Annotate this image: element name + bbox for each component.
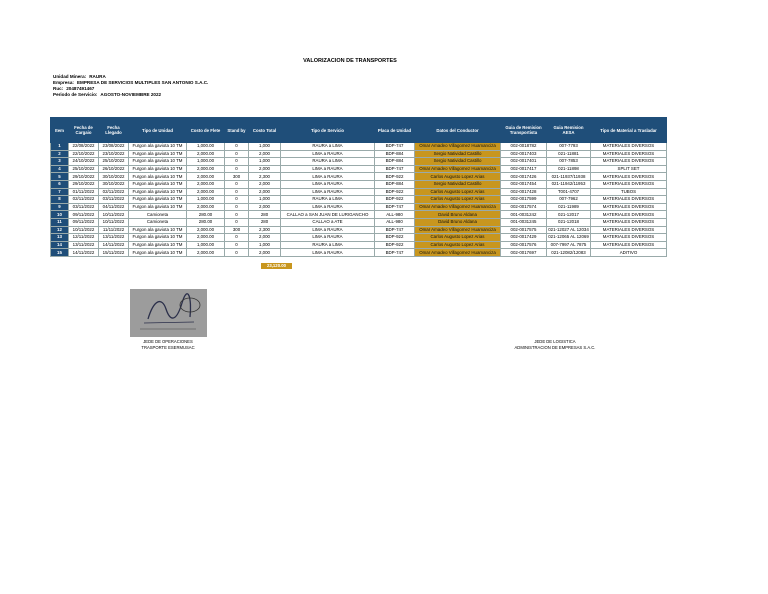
cell-stand-by: 0	[225, 158, 249, 166]
periodo-value: AGOSTO-NOVIEMBRE 2022	[100, 92, 162, 97]
empresa-label: Empresa:	[53, 80, 74, 85]
cell-costo-flete: 1,000.00	[187, 143, 225, 151]
cell-guia-transportista: 002-0018782	[501, 143, 547, 151]
cell-guia-aesa: 021-12027 AL 12034	[548, 226, 589, 232]
cell-fecha-llegado: 30/10/2022	[99, 173, 129, 181]
col-fecha-cargaio: Fecha de Cargaio	[69, 118, 99, 143]
signature-left-line1: JEDE DE OPERACIONES	[143, 339, 193, 344]
cell-material: MATERIALES DIVERSOS	[591, 218, 667, 226]
cell-costo-flete: 2,000.00	[187, 226, 225, 234]
cell-costo-total: 2,000	[249, 234, 281, 242]
table-row	[51, 188, 667, 196]
cell-conductor: Omar Amadeo Villagomez Huamanciza	[415, 143, 501, 151]
cell-conductor: David Bruno Aldana	[415, 218, 501, 226]
cell-costo-total: 1,000	[249, 196, 281, 204]
col-tipo-unidad: Tipo de Unidad	[129, 118, 187, 143]
cell-placa: BDP-922	[375, 196, 415, 204]
cell-material: MATERIALES DIVERSOS	[591, 203, 667, 211]
cell-tipo-unidad: Furgon ala gaviota 10 TM	[129, 158, 187, 166]
cell-costo-total: 2,000	[249, 180, 281, 188]
cell-fecha-llegado: 10/11/2022	[99, 218, 129, 226]
cell-material: MATERIALES DIVERSOS	[591, 143, 667, 151]
table-row	[51, 196, 667, 204]
cell-guia-transportista: 002-0017575	[501, 226, 547, 234]
cell-material: MATERIALES DIVERSOS	[591, 211, 667, 219]
cell-guia-aesa: 007-7793	[547, 143, 591, 151]
col-tipo-servicio: Tipo de Servicio	[281, 118, 375, 143]
cell-fecha-llegado: 23/08/2022	[99, 143, 129, 151]
cell-costo-flete: 2,000.00	[187, 180, 225, 188]
table-row	[51, 158, 667, 166]
cell-item: 12	[51, 226, 69, 234]
ruc-label: Ruc:	[53, 86, 64, 91]
cell-stand-by: 300	[225, 173, 249, 181]
transport-table	[50, 117, 667, 257]
signature-right-line2: ADMINISTRACION DE EMPRESAS S.A.C.	[514, 344, 596, 350]
cell-conductor: Carlos Augusto Lopez Arias	[415, 196, 501, 204]
cell-placa: BDP-922	[375, 234, 415, 242]
cell-stand-by: 300	[225, 226, 249, 234]
cell-fecha-llegado: 10/11/2022	[99, 211, 129, 219]
cell-placa: BDP-747	[375, 249, 415, 257]
cell-tipo-unidad: Furgon ala gaviota 10 TM	[129, 165, 187, 173]
cell-fecha-llegado: 13/11/2022	[99, 234, 129, 242]
col-placa: Placa de Unidad	[375, 118, 415, 143]
cell-guia-aesa: 021-12017	[547, 211, 591, 219]
cell-conductor: Omar Amadeo Villagomez Huamanciza	[415, 165, 501, 173]
cell-item: 13	[51, 234, 69, 242]
cell-placa: BDP-884	[375, 150, 415, 158]
cell-guia-transportista: 002-0017576	[501, 241, 547, 249]
cell-stand-by: 0	[225, 196, 249, 204]
cell-item: 14	[51, 241, 69, 249]
cell-costo-flete: 280.00	[187, 211, 225, 219]
cell-stand-by: 0	[225, 241, 249, 249]
cell-fecha-cargaio: 22/08/2022	[69, 143, 99, 151]
cell-item: 11	[51, 218, 69, 226]
cell-guia-aesa: 007-7853	[547, 158, 591, 166]
cell-conductor: Omar Amadeo Villagomez Huamanciza	[415, 226, 501, 234]
cell-fecha-cargaio: 22/10/2022	[69, 150, 99, 158]
cell-guia-aesa: 021-12082/12083	[547, 249, 591, 257]
col-material: Tipo de Material a Trasladar	[591, 118, 667, 143]
cell-costo-flete: 2,000.00	[187, 165, 225, 173]
cell-guia-transportista: 001-0031242	[501, 211, 547, 219]
cell-conductor: Carlos Augusto Lopez Arias	[415, 241, 501, 249]
cell-fecha-llegado: 15/11/2022	[99, 249, 129, 257]
cell-tipo-servicio: LIMA a RAURA	[281, 173, 375, 181]
table-row	[51, 249, 667, 257]
cell-tipo-servicio: RAURA a LIMA	[281, 143, 375, 151]
cell-costo-total: 2,000	[249, 188, 281, 196]
grand-total: 23,120.00	[261, 263, 292, 269]
cell-material: MATERIALES DIVERSOS	[591, 234, 667, 242]
cell-item: 10	[51, 211, 69, 219]
cell-placa: BDP-884	[375, 158, 415, 166]
col-stand-by: Stand by	[225, 118, 249, 143]
cell-material: MATERIALES DIVERSOS	[591, 180, 667, 188]
table-row	[51, 218, 667, 226]
cell-tipo-servicio: LIMA a RAURA	[281, 188, 375, 196]
cell-guia-aesa: 007-7997 AL 7875	[547, 241, 591, 249]
cell-item: 8	[51, 196, 69, 204]
unidad-label: Unidad Minera:	[53, 74, 87, 79]
cell-conductor: Omar Amadeo Villagomez Huamanciza	[415, 203, 501, 211]
cell-stand-by: 0	[225, 249, 249, 257]
col-guia-aesa: Guia Remision AESA	[547, 118, 591, 143]
table-row	[51, 234, 667, 242]
cell-tipo-unidad: Camioneta	[129, 218, 187, 226]
cell-item: 1	[51, 143, 69, 151]
cell-tipo-servicio: LIMA a RAURA	[281, 203, 375, 211]
cell-fecha-llegado: 30/10/2022	[99, 180, 129, 188]
cell-costo-total: 1,000	[249, 143, 281, 151]
cell-guia-aesa: 021-11942/11953	[547, 180, 591, 188]
cell-costo-flete: 280.00	[187, 218, 225, 226]
cell-tipo-unidad: Furgon ala gaviota 10 TM	[129, 173, 187, 181]
cell-guia-transportista: 002-0017429	[501, 234, 547, 242]
cell-tipo-unidad: Furgon ala gaviota 10 TM	[129, 249, 187, 257]
cell-conductor: Sergio Natividad Castillo	[415, 180, 501, 188]
cell-stand-by: 0	[225, 211, 249, 219]
cell-costo-total: 2,000	[249, 249, 281, 257]
cell-guia-transportista: 002-0017697	[501, 249, 547, 257]
cell-guia-aesa: 021-11898	[547, 165, 591, 173]
cell-stand-by: 0	[225, 165, 249, 173]
cell-fecha-cargaio: 09/11/2022	[69, 218, 99, 226]
cell-stand-by: 0	[225, 143, 249, 151]
cell-fecha-llegado: 25/10/2022	[99, 158, 129, 166]
cell-conductor: Sergio Natividad Castillo	[415, 150, 501, 158]
cell-costo-total: 1,000	[249, 241, 281, 249]
cell-fecha-cargaio: 29/10/2022	[69, 173, 99, 181]
cell-guia-transportista: 002-0017426	[501, 173, 547, 181]
cell-guia-aesa: 021-12018	[547, 218, 591, 226]
cell-costo-total: 2,300	[249, 173, 281, 181]
cell-fecha-cargaio: 29/10/2022	[69, 180, 99, 188]
table-row	[51, 226, 667, 234]
table-row	[51, 150, 667, 158]
cell-material: MATERIALES DIVERSOS	[591, 173, 667, 181]
cell-costo-flete: 2,000.00	[187, 173, 225, 181]
cell-tipo-servicio: LIMA a RAURA	[281, 226, 375, 234]
cell-fecha-cargaio: 14/11/2022	[69, 249, 99, 257]
cell-tipo-servicio: LIMA a RAURA	[281, 165, 375, 173]
cell-fecha-llegado: 02/11/2022	[99, 188, 129, 196]
cell-tipo-unidad: Furgon ala gaviota 10 TM	[129, 196, 187, 204]
cell-material: MATERIALES DIVERSOS	[591, 241, 667, 249]
cell-material: MATERIALES DIVERSOS	[591, 158, 667, 166]
cell-guia-transportista: 002-0017428	[501, 188, 547, 196]
cell-stand-by: 0	[225, 188, 249, 196]
cell-placa: BDP-922	[375, 241, 415, 249]
signature-left	[118, 339, 218, 350]
col-costo-total: Costo Total	[249, 118, 281, 143]
cell-guia-transportista: 002-0017403	[501, 150, 547, 158]
cell-tipo-unidad: Furgon ala gaviota 10 TM	[129, 180, 187, 188]
cell-costo-flete: 2,000.00	[187, 234, 225, 242]
cell-fecha-cargaio: 02/11/2022	[69, 196, 99, 204]
table-row	[51, 241, 667, 249]
col-item: Item	[51, 118, 69, 143]
cell-item: 15	[51, 249, 69, 257]
cell-guia-aesa: 021-11881	[547, 150, 591, 158]
cell-guia-aesa: 021-11937/11938	[547, 173, 591, 181]
table-row	[51, 165, 667, 173]
cell-guia-transportista: 002-0017417	[501, 165, 547, 173]
cell-stand-by: 0	[225, 203, 249, 211]
table-row	[51, 180, 667, 188]
cell-conductor: David Bruno Aldana	[415, 211, 501, 219]
cell-stand-by: 0	[225, 218, 249, 226]
cell-item: 6	[51, 180, 69, 188]
table-header	[51, 118, 667, 143]
col-costo-flete: Costo de Flete	[187, 118, 225, 143]
cell-tipo-servicio: LIMA a RAURA	[281, 180, 375, 188]
cell-conductor: Carlos Augusto Lopez Arias	[415, 173, 501, 181]
col-fecha-llegado: Fecha Llegado	[99, 118, 129, 143]
cell-placa: BDP-747	[375, 203, 415, 211]
cell-tipo-unidad: Camioneta	[129, 211, 187, 219]
cell-placa: BDP-747	[375, 165, 415, 173]
cell-costo-flete: 1,000.00	[187, 196, 225, 204]
cell-placa: BDP-747	[375, 226, 415, 234]
cell-item: 2	[51, 150, 69, 158]
cell-costo-total: 280	[249, 211, 281, 219]
cell-costo-total: 2,000	[249, 203, 281, 211]
cell-costo-flete: 2,000.00	[187, 203, 225, 211]
cell-stand-by: 0	[225, 234, 249, 242]
cell-item: 3	[51, 158, 69, 166]
cell-conductor: Sergio Natividad Castillo	[415, 158, 501, 166]
cell-costo-total: 2,000	[249, 165, 281, 173]
cell-tipo-servicio: RAURA a LIMA	[281, 158, 375, 166]
cell-fecha-llegado: 26/10/2022	[99, 165, 129, 173]
cell-guia-transportista: 002-0017401	[501, 158, 547, 166]
cell-costo-flete: 2,000.00	[187, 188, 225, 196]
cell-guia-transportista: 002-0017574	[501, 203, 547, 211]
table-row	[51, 211, 667, 219]
cell-tipo-unidad: Furgon ala gaviota 10 TM	[129, 241, 187, 249]
cell-placa: BDP-922	[375, 173, 415, 181]
cell-costo-total: 1,000	[249, 158, 281, 166]
cell-tipo-servicio: LIMA a RAURA	[281, 150, 375, 158]
cell-material: TUBOS	[591, 188, 667, 196]
cell-fecha-llegado: 23/10/2022	[99, 150, 129, 158]
signature-left-line2: TRASPORTE ESERMUSAC	[141, 344, 195, 350]
cell-fecha-cargaio: 12/11/2022	[69, 234, 99, 242]
cell-guia-aesa: 007-7962	[547, 196, 591, 204]
signature-stamp-image	[130, 289, 207, 337]
cell-material: MATERIALES DIVERSOS	[591, 226, 667, 234]
cell-fecha-cargaio: 13/11/2022	[69, 241, 99, 249]
cell-tipo-servicio: RAURA a LIMA	[281, 241, 375, 249]
cell-item: 9	[51, 203, 69, 211]
ruc-value: 20487491467	[66, 86, 95, 91]
cell-tipo-servicio: LIMA a RAURA	[281, 234, 375, 242]
cell-conductor: Omar Amadeo Villagomez Huamanciza	[415, 249, 501, 257]
periodo-line	[53, 92, 161, 98]
cell-tipo-unidad: Furgon ala gaviota 10 TM	[129, 188, 187, 196]
cell-tipo-unidad: Furgon ala gaviota 10 TM	[129, 143, 187, 151]
cell-placa: BDP-884	[375, 180, 415, 188]
cell-material: SPLIT SET	[591, 165, 667, 173]
cell-fecha-llegado: 11/11/2022	[99, 226, 129, 234]
cell-fecha-cargaio: 01/11/2022	[69, 188, 99, 196]
cell-fecha-cargaio: 24/10/2022	[69, 158, 99, 166]
cell-costo-flete: 1,000.00	[187, 241, 225, 249]
cell-fecha-cargaio: 09/11/2022	[69, 211, 99, 219]
cell-fecha-cargaio: 25/10/2022	[69, 165, 99, 173]
cell-conductor: Carlos Augusto Lopez Arias	[415, 234, 501, 242]
cell-tipo-unidad: Furgon ala gaviota 10 TM	[129, 234, 187, 242]
cell-item: 7	[51, 188, 69, 196]
col-conductor: Datos del Conductor	[415, 118, 501, 143]
cell-costo-total: 280	[249, 218, 281, 226]
cell-guia-aesa: 021-11989	[547, 203, 591, 211]
cell-item: 4	[51, 165, 69, 173]
empresa-value: EMPRESA DE SERVICIOS MULTIPLES SAN ANTONIO S.A.C.	[76, 80, 209, 85]
cell-costo-flete: 2,000.00	[187, 249, 225, 257]
cell-costo-flete: 2,000.00	[187, 150, 225, 158]
cell-material: ADITIVO	[591, 249, 667, 257]
cell-tipo-unidad: Furgon ala gaviota 10 TM	[129, 226, 187, 234]
table-row	[51, 203, 667, 211]
unidad-value: RAURA	[89, 74, 106, 79]
table-row	[51, 173, 667, 181]
cell-tipo-servicio: CALLAO a SAN JUAN DE LURIGANCHO	[281, 211, 375, 219]
cell-tipo-unidad: Furgon ala gaviota 10 TM	[129, 150, 187, 158]
cell-conductor: Carlos Augusto Lopez Arias	[415, 188, 501, 196]
cell-stand-by: 0	[225, 150, 249, 158]
cell-fecha-llegado: 14/11/2022	[99, 241, 129, 249]
cell-costo-total: 2,000	[249, 150, 281, 158]
cell-guia-transportista: 001-0031245	[501, 218, 547, 226]
cell-placa: BDP-922	[375, 188, 415, 196]
signature-right-line1: JEDE DE LOGISTICA	[534, 339, 576, 344]
cell-fecha-llegado: 03/11/2022	[99, 196, 129, 204]
cell-tipo-unidad: Furgon ala gaviota 10 TM	[129, 203, 187, 211]
cell-fecha-cargaio: 03/11/2022	[69, 203, 99, 211]
cell-item: 5	[51, 173, 69, 181]
cell-fecha-llegado: 04/11/2022	[99, 203, 129, 211]
signature-right	[505, 339, 605, 350]
cell-material: MATERIALES DIVERSOS	[591, 150, 667, 158]
cell-costo-total: 2,300	[249, 226, 281, 234]
cell-placa: BDP-747	[375, 143, 415, 151]
cell-tipo-servicio: LIMA a RAURA	[281, 249, 375, 257]
table-row	[51, 143, 667, 151]
cell-guia-transportista: 002-0017599	[501, 196, 547, 204]
col-guia-transportista: Guia de Remision Transportista	[501, 118, 547, 143]
page-title: VALORIZACION DE TRANSPORTES	[303, 58, 397, 64]
cell-guia-transportista: 002-0017454	[501, 180, 547, 188]
cell-fecha-cargaio: 10/11/2022	[69, 226, 99, 234]
cell-costo-flete: 1,000.00	[187, 158, 225, 166]
cell-tipo-servicio: CALLAO a ATE	[281, 218, 375, 226]
cell-guia-aesa: 021-12065 AL 12069	[548, 234, 589, 240]
cell-placa: ALL-980	[375, 211, 415, 219]
cell-tipo-servicio: RAURA a LIMA	[281, 196, 375, 204]
cell-guia-aesa: T001-4707	[547, 188, 591, 196]
cell-material: MATERIALES DIVERSOS	[591, 196, 667, 204]
periodo-label: Periodo de Servicio:	[53, 92, 98, 97]
cell-placa: ALL-980	[375, 218, 415, 226]
cell-stand-by: 0	[225, 180, 249, 188]
